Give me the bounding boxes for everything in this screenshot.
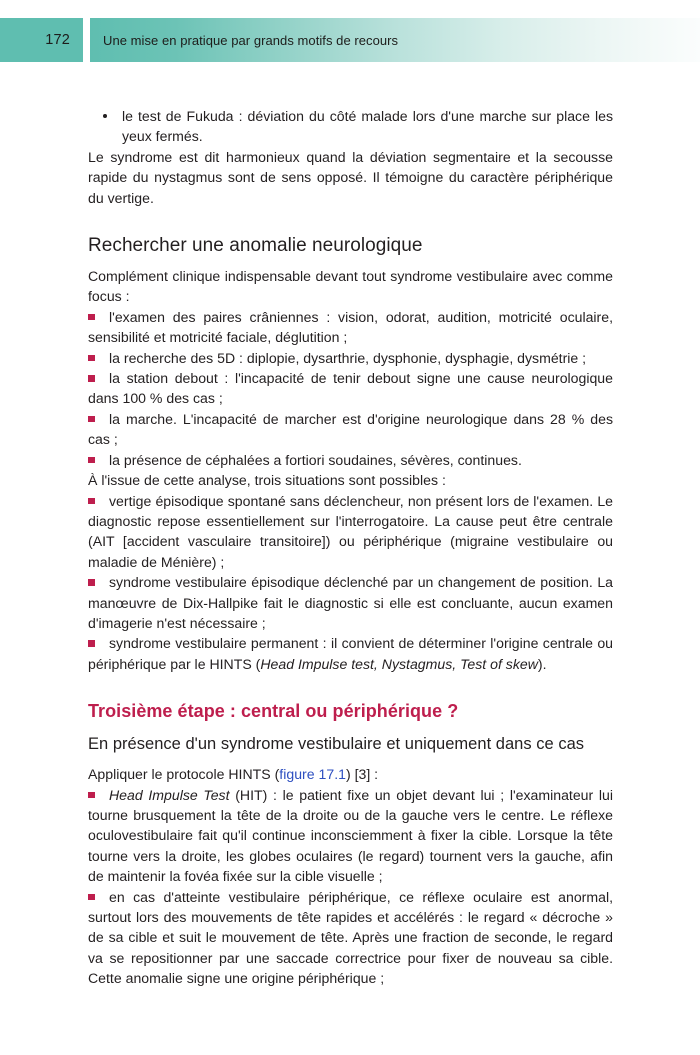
list-item [88,887,613,989]
list-item-text: syndrome vestibulaire épisodique déclenché par un changement de position. La manœuvre de Dix-Hallpike fait le diagnostic si elle est concluante, aucun examen d'imagerie n'est nécessaire ; [88,574,613,631]
list-item-text: (HIT) : le patient fixe un objet devant lui ; l'examinateur lui tourne brusquement la tête de la droite ou de la gauche vers le centre. Le réflexe oculovestibulaire fait qu'il continue inconsciemment à fixer la cible. Lorsque la tête tourne vers la droite, les globes oculaires (le regard) tournent vers la gauche, afin de maintenir la fovéa fixée sur la cible visuelle ; [88,786,613,885]
heading-en-presence: En présence d'un syndrome vestibulaire et uniquement dans ce cas [88,735,585,754]
list-item-text-lead: syndrome vestibulaire permanent : il convient de déterminer l'origine centrale ou périphérique par le HINTS ( [88,635,613,672]
header-divider-gap [83,18,90,62]
hints-protocol-list [88,785,613,989]
list-item [88,785,613,887]
square-bullet-icon [88,894,95,901]
head-impulse-test-italic: Head Impulse Test [109,786,230,803]
square-bullet-icon [88,355,95,362]
list-item [88,106,613,147]
square-bullet-icon [88,416,95,423]
folio-block [0,18,83,62]
harmonious-syndrome-paragraph: Le syndrome est dit harmonieux quand la déviation segmentaire et la secousse rapide du nystagmus sont de sens opposé. Il témoigne du caractère périphérique du vertige. [88,148,613,206]
list-item-text: l'examen des paires crâniennes : vision, odorat, audition, motricité oculaire, sensibilité et motricité faciale, déglutition ; [88,308,613,346]
complement-clinique-paragraph: Complément clinique indispensable devant tout syndrome vestibulaire avec comme focus : [88,268,613,305]
list-item [88,409,613,450]
list-item [88,572,613,633]
fukuda-list [88,106,613,147]
square-bullet-icon [88,457,95,464]
list-item-text: la recherche des 5D : diplopie, dysarthrie, dysphonie, dysphagie, dysmétrie ; [109,349,587,366]
square-bullet-icon [88,375,95,382]
list-item-text: la marche. L'incapacité de marcher est d'origine neurologique dans 28 % des cas ; [88,410,613,448]
square-bullet-icon [88,498,95,505]
running-title-block [90,18,700,62]
square-bullet-icon [88,640,95,647]
page-running-header [0,18,700,62]
list-item-text: le test de Fukuda : déviation du côté malade lors d'une marche sur place les yeux fermés. [122,108,613,145]
list-item-text: la station debout : l'incapacité de tenir debout signe une cause neurologique dans 100 % des cas ; [88,370,613,407]
figure-17-1-link[interactable]: figure 17.1 [279,766,346,783]
hints-expansion-italic: Head Impulse test, Nystagmus, Test of skew [260,655,538,672]
square-bullet-icon [88,314,95,321]
protocol-lead-text: Appliquer le protocole HINTS ( [88,766,280,783]
list-item [88,348,613,368]
square-bullet-icon [88,579,95,586]
list-item-text: la présence de céphalées a fortiori soudaines, sévères, continues. [109,451,522,468]
running-title: Une mise en pratique par grands motifs de recours [103,32,399,48]
situations-list [88,491,613,675]
list-item-text-tail: ). [537,655,547,672]
list-item [88,633,613,674]
list-item-text: vertige épisodique spontané sans déclencheur, non présent lors de l'examen. Le diagnostic repose essentiellement sur l'interrogatoire. La cause peut être centrale (AIT [accident vasculaire transitoire]) ou périphérique (migraine vestibulaire ou maladie de Ménière) ; [88,492,613,570]
disc-bullet-icon [103,114,107,118]
list-item [88,491,613,573]
protocol-hints-paragraph [88,764,613,784]
heading-troisieme-etape: Troisième étape : central ou périphérique ? [88,701,459,722]
square-bullet-icon [88,792,95,799]
focus-list [88,307,613,470]
list-item-text: en cas d'atteinte vestibulaire périphérique, ce réflexe oculaire est anormal, surtout lors des mouvements de tête rapides et accélérés : le regard « décroche » de sa cible et suit le mouvement de tête. Après une fraction de seconde, le regard va se repositionner par une saccade correctrice pour fixer de nouveau sa cible. Cette anomalie signe une origine périphérique ; [88,888,613,987]
list-item [88,450,613,470]
three-situations-paragraph: À l'issue de cette analyse, trois situations sont possibles : [88,472,446,489]
protocol-tail-text: ) [3] : [345,766,379,783]
list-item [88,368,613,409]
page-content [88,106,613,989]
list-item [88,307,613,348]
heading-rechercher-anomalie: Rechercher une anomalie neurologique [88,235,423,257]
page-number: 172 [45,32,70,48]
